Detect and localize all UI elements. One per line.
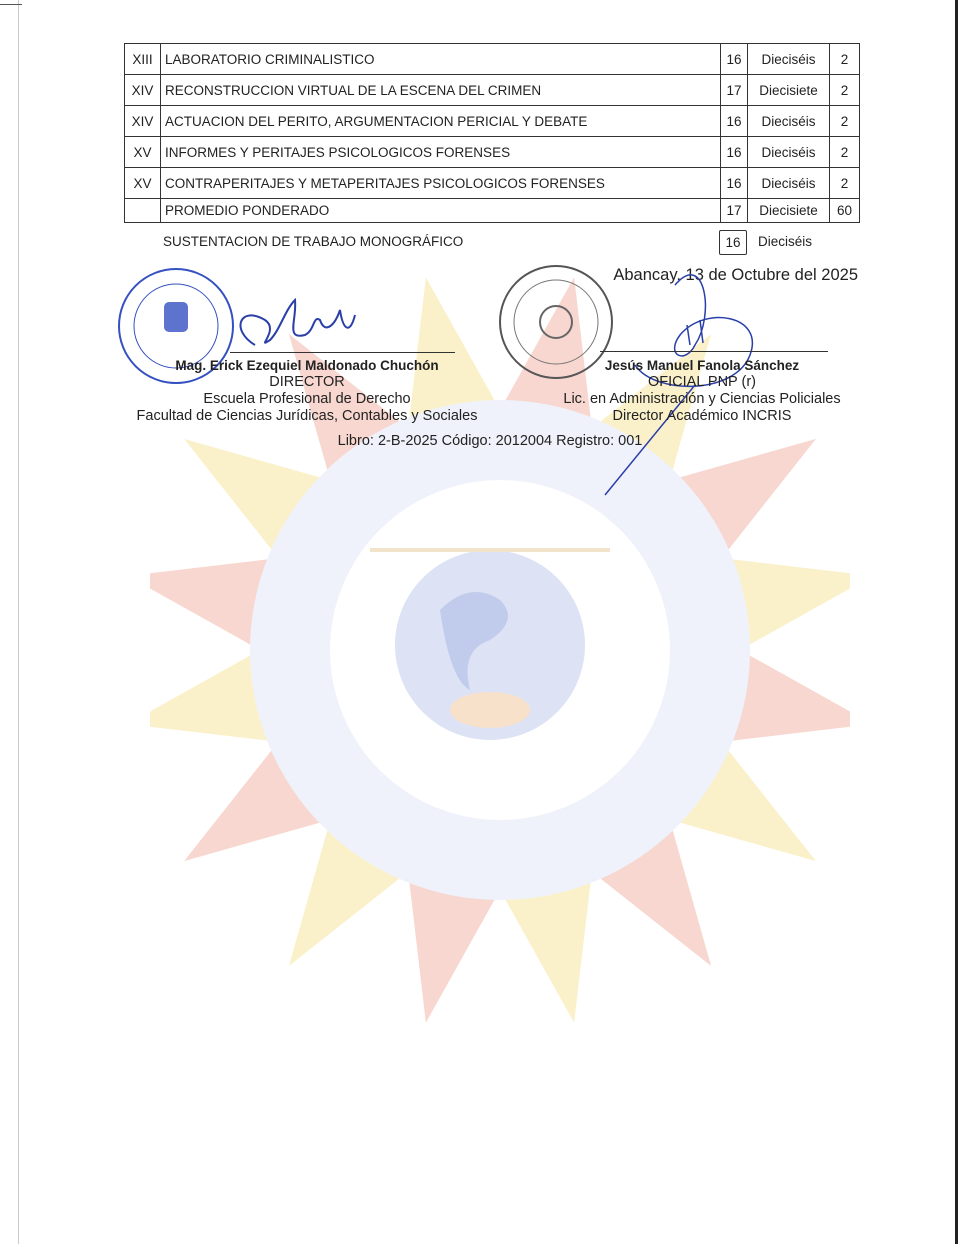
module-cell: XV: [125, 137, 161, 168]
course-cell: INFORMES Y PERITAJES PSICOLOGICOS FORENSES: [161, 137, 721, 168]
grade-words-cell: Diecisiete: [748, 75, 830, 106]
course-cell: LABORATORIO CRIMINALISTICO: [161, 44, 721, 75]
grade-cell: 17: [721, 75, 748, 106]
summary-row: [125, 199, 860, 223]
module-cell: [125, 199, 161, 223]
course-cell: PROMEDIO PONDERADO: [161, 199, 721, 223]
credits-cell: 2: [830, 137, 860, 168]
module-cell: XIV: [125, 75, 161, 106]
course-cell: RECONSTRUCCION VIRTUAL DE LA ESCENA DEL CRIMEN: [161, 75, 721, 106]
scan-edge: [18, 0, 19, 1244]
grade-words-cell: Dieciséis: [748, 44, 830, 75]
signatory-line1: Escuela Profesional de Derecho: [203, 391, 411, 407]
scan-edge: [0, 4, 22, 5]
signatory-title: DIRECTOR: [269, 374, 345, 390]
signatory-name: Mag. Erick Ezequiel Maldonado Chuchón: [175, 358, 439, 373]
credits-cell: 2: [830, 106, 860, 137]
scan-edge: [955, 0, 958, 1244]
grades-table: [124, 43, 860, 223]
grade-cell: 16: [721, 44, 748, 75]
grade-cell: 16: [721, 137, 748, 168]
module-cell: XV: [125, 168, 161, 199]
registro-line: Libro: 2-B-2025 Código: 2012004 Registro: 001: [337, 433, 643, 449]
signatory-line2: Director Académico INCRIS: [612, 408, 792, 424]
grade-cell: 16: [721, 168, 748, 199]
table-row: [125, 106, 860, 137]
grade-words-cell: Dieciséis: [748, 137, 830, 168]
sustentacion-grade: 16: [719, 230, 747, 255]
module-cell: XIII: [125, 44, 161, 75]
signatory-line2: Facultad de Ciencias Jurídicas, Contables y Sociales: [136, 408, 478, 424]
table-row: [125, 75, 860, 106]
signatory-title: OFICIAL PNP (r): [648, 374, 756, 390]
signatory-left: [112, 357, 502, 425]
grade-words-cell: Diecisiete: [748, 199, 830, 223]
module-cell: XIV: [125, 106, 161, 137]
sustentacion-grade-words: Dieciséis: [758, 234, 813, 249]
signatory-name: Jesús Manuel Fanola Sánchez: [604, 358, 800, 373]
sustentacion-label: SUSTENTACION DE TRABAJO MONOGRÁFICO: [163, 234, 464, 249]
credits-cell: 2: [830, 168, 860, 199]
table-row: [125, 137, 860, 168]
signature-line-right: [600, 351, 828, 352]
signatory-line1: Lic. en Administración y Ciencias Policiales: [563, 391, 841, 407]
table-row: [125, 168, 860, 199]
credits-cell: 2: [830, 75, 860, 106]
grade-cell: 17: [721, 199, 748, 223]
grade-words-cell: Dieciséis: [748, 106, 830, 137]
course-cell: CONTRAPERITAJES Y METAPERITAJES PSICOLOGICOS FORENSES: [161, 168, 721, 199]
table-row: [125, 44, 860, 75]
date-line: Abancay, 13 de Octubre del 2025: [613, 266, 858, 284]
grade-words-cell: Dieciséis: [748, 168, 830, 199]
signature-left: [225, 290, 365, 360]
grade-cell: 16: [721, 106, 748, 137]
course-cell: ACTUACION DEL PERITO, ARGUMENTACION PERICIAL Y DEBATE: [161, 106, 721, 137]
signatory-right: [522, 357, 882, 425]
credits-cell: 60: [830, 199, 860, 223]
signature-line-left: [230, 352, 455, 353]
credits-cell: 2: [830, 44, 860, 75]
